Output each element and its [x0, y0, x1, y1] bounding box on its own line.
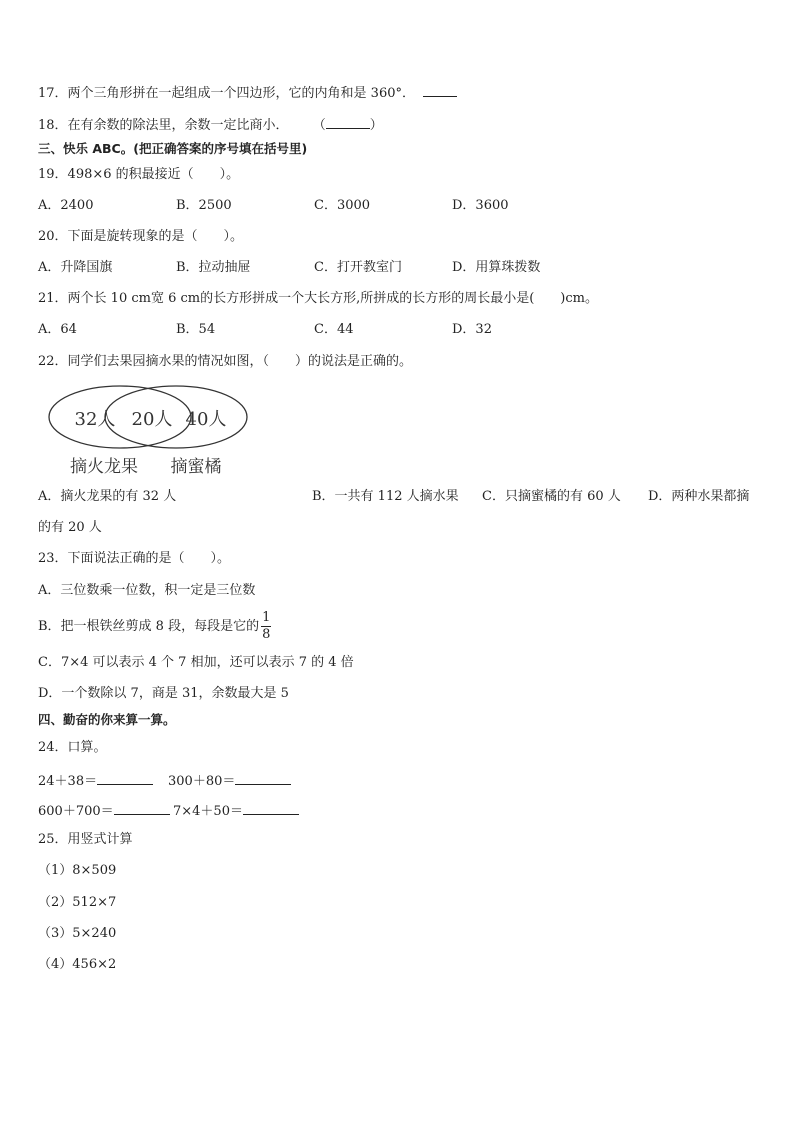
option-c: C．44: [314, 322, 354, 337]
answer-blank[interactable]: [97, 772, 153, 785]
venn-middle-value: 20人: [131, 409, 173, 430]
oral-calc-expression: 7×4＋50＝: [173, 804, 243, 819]
fraction: [261, 610, 271, 643]
vertical-calc-item: （4）456×2: [38, 957, 117, 972]
option-a: A．64: [38, 322, 77, 337]
answer-blank[interactable]: [423, 84, 457, 97]
paren-open: （: [312, 118, 326, 133]
question-23-text: 23．下面说法正确的是（ ）。: [38, 551, 231, 566]
vertical-calc-item: （1）8×509: [38, 863, 117, 878]
option-b: B．拉动抽屉: [176, 260, 251, 275]
question-21-text: 21．两个长 10 cm宽 6 cm的长方形拼成一个大长方形,所拼成的长方形的周长最小是( )cm。: [38, 291, 598, 306]
question-22-text: 22．同学们去果园摘水果的情况如图，（ ）的说法是正确的。: [38, 354, 413, 369]
venn-right-label: 摘蜜橘: [170, 457, 222, 477]
question-25-text: 25．用竖式计算: [38, 832, 133, 847]
option-c: C．7×4 可以表示 4 个 7 相加，还可以表示 7 的 4 倍: [38, 655, 354, 670]
option-a: A．升降国旗: [38, 260, 113, 275]
oral-calc-expression: 600＋700＝: [38, 804, 114, 819]
option-b: B．2500: [176, 198, 232, 213]
oral-calc-expression: 24＋38＝: [38, 774, 98, 789]
option-d: D．两种水果都摘: [648, 489, 750, 504]
oral-calc-item: [38, 802, 170, 820]
option-b-text: B．把一根铁丝剪成 8 段，每段是它的: [38, 619, 260, 634]
venn-left-label: 摘火龙果: [70, 457, 138, 477]
option-c: C．打开教室门: [314, 260, 402, 275]
option-c: C．只摘蜜橘的有 60 人: [482, 489, 621, 504]
section-4-title: 四、勤奋的你来算一算。: [38, 712, 176, 727]
venn-left-value: 32人: [74, 409, 116, 430]
option-c: C．3000: [314, 198, 371, 213]
question-24-text: 24．口算。: [38, 740, 107, 755]
section-3-title: 三、快乐 ABC。(把正确答案的序号填在括号里): [38, 141, 308, 156]
oral-calc-item: [168, 772, 291, 790]
vertical-calc-item: （2）512×7: [38, 895, 117, 910]
question-18: [38, 116, 383, 134]
oral-calc-item: [173, 802, 299, 820]
question-19-text: 19．498×6 的积最接近（ ）。: [38, 167, 240, 182]
option-b: B．54: [176, 322, 216, 337]
question-17-text: 17．两个三角形拼在一起组成一个四边形，它的内角和是 360°．: [38, 86, 415, 101]
option-d-continued: 的有 20 人: [38, 520, 102, 535]
answer-blank[interactable]: [235, 772, 291, 785]
option-a: A．摘火龙果的有 32 人: [38, 489, 177, 504]
option-a: A．2400: [38, 198, 94, 213]
fraction-numerator: 1: [262, 610, 271, 625]
option-d: D．一个数除以 7，商是 31，余数最大是 5: [38, 686, 289, 701]
question-18-text: 18．在有余数的除法里，余数一定比商小．: [38, 118, 289, 133]
question-17: [38, 84, 457, 102]
venn-diagram: [48, 384, 258, 480]
fraction-denominator: 8: [262, 627, 271, 642]
answer-blank[interactable]: [243, 802, 299, 815]
option-d: D．3600: [452, 198, 509, 213]
option-b: B．一共有 112 人摘水果: [312, 489, 459, 504]
option-d: D．用算珠拨数: [452, 260, 541, 275]
option-d: D．32: [452, 322, 492, 337]
option-b: [38, 607, 271, 647]
venn-right-value: 40人: [185, 409, 227, 430]
question-20-text: 20．下面是旋转现象的是（ ）。: [38, 229, 244, 244]
oral-calc-item: [38, 772, 153, 790]
answer-blank[interactable]: [326, 116, 370, 129]
option-a: A．三位数乘一位数，积一定是三位数: [38, 583, 256, 598]
answer-blank[interactable]: [114, 802, 170, 815]
vertical-calc-item: （3）5×240: [38, 926, 117, 941]
paren-close: ）: [369, 118, 383, 133]
oral-calc-expression: 300＋80＝: [168, 774, 236, 789]
